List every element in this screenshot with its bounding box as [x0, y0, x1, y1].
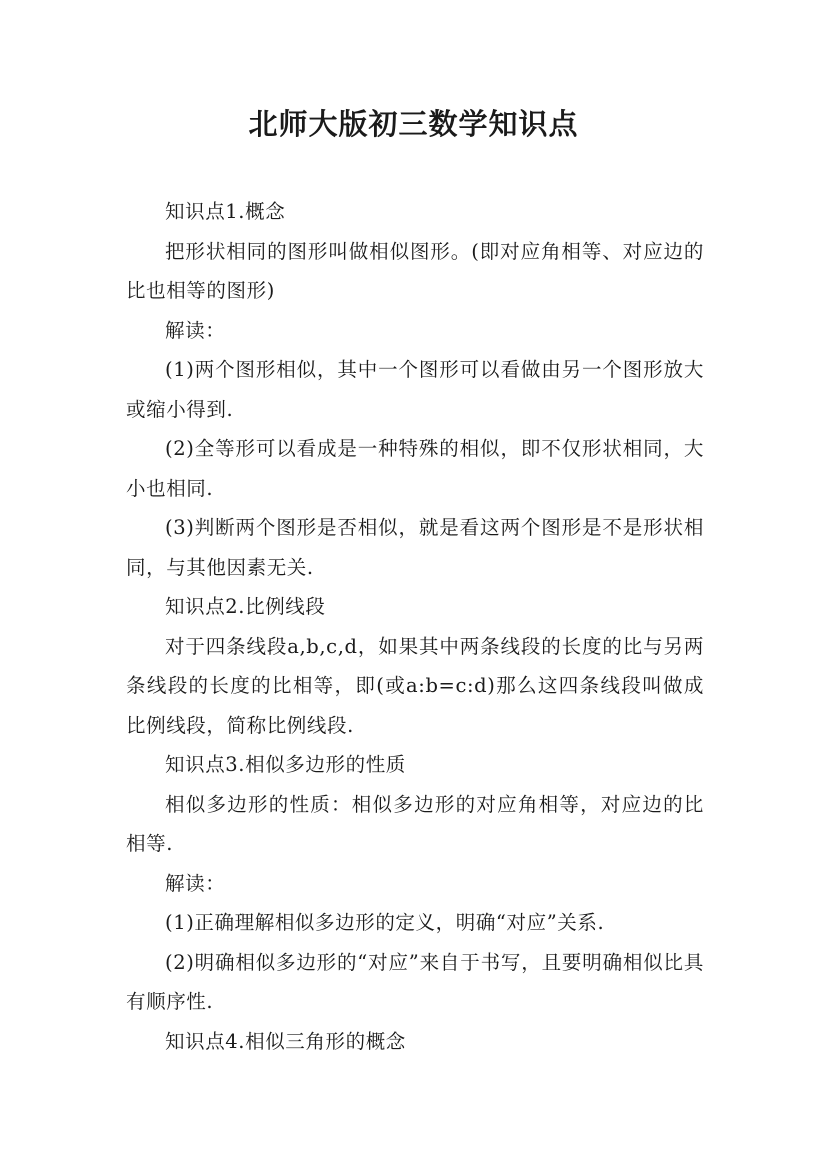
section-heading: 知识点2.比例线段	[165, 595, 326, 618]
document-title: 北师大版初三数学知识点	[248, 107, 579, 141]
paragraph: (1)正确理解相似多边形的定义，明确“对应”关系.	[165, 911, 605, 934]
paragraph: 解读：	[165, 871, 226, 895]
section-heading: 知识点3.相似多边形的性质	[165, 753, 406, 776]
document-body	[126, 192, 704, 1061]
paragraph: 对于四条线段a,b,c,d，如果其中两条线段的长度的比与另两条线段的长度的比相等，即(或a:b=c:d)那么这四条线段叫做成比例线段，简称比例线段.	[126, 634, 704, 737]
section-heading: 知识点4.相似三角形的概念	[165, 1029, 406, 1053]
section-heading: 知识点1.概念	[165, 200, 286, 223]
paragraph: (2)明确相似多边形的“对应”来自于书写，且要明确相似比具有顺序性.	[126, 950, 704, 1013]
paragraph: (3)判断两个图形是否相似，就是看这两个图形是不是形状相同，与其他因素无关.	[126, 516, 704, 579]
paragraph: 解读：	[165, 318, 226, 342]
paragraph: 相似多边形的性质：相似多边形的对应角相等，对应边的比相等.	[126, 792, 704, 855]
paragraph: (2)全等形可以看成是一种特殊的相似，即不仅形状相同，大小也相同.	[126, 437, 704, 500]
paragraph: 把形状相同的图形叫做相似图形。(即对应角相等、对应边的比也相等的图形)	[126, 239, 704, 302]
paragraph: (1)两个图形相似，其中一个图形可以看做由另一个图形放大或缩小得到.	[126, 358, 704, 421]
